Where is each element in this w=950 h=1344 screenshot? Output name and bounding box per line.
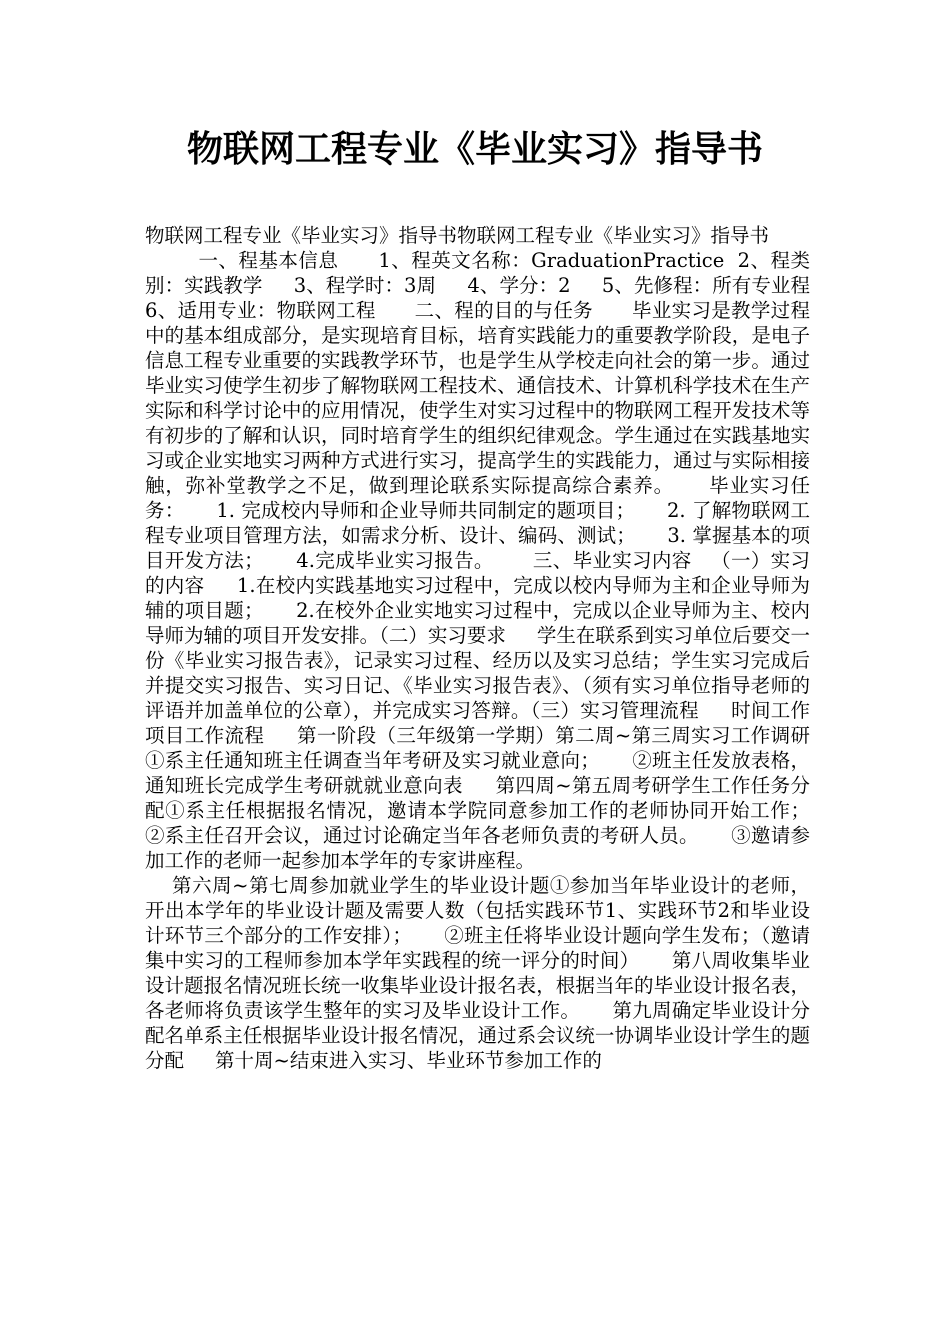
document-title: 物联网工程专业《毕业实习》指导书 bbox=[186, 129, 763, 170]
body-paragraph-subtitle: 物联网工程专业《毕业实习》指导书物联网工程专业《毕业实习》指导书 bbox=[145, 224, 770, 247]
body-paragraph-main: 一、程基本信息 1、程英文名称：GraduationPractice 2、程类别：实践教学 3、程学时：3周 4、学分：2 5、先修程：所有专业程 6、适用专业：物联网工程 二、程的目的与任务 毕业实习是教学过程中的基本组成部分，是实现培育目标，培育实践能力的重要教学阶段，是电子信息工程专业重要的实践教学环节，也是学生从学校走向社会的第一步。通过毕业实习使学生初步了解物联网工程技术、通信技术、计算机科学技术在生产实际和科学讨论中的应用情况，使学生对实习过程中的物联网工程开发技术等有初步的了解和认识，同时培育学生的组织纪律观念。学生通过在实践基地实习或企业实地实习两种方式进行实习，提高学生的实践能力，通过与实际相接触，弥补堂教学之不足，做到理论联系实际提高综合素养。 毕业实习任务： 1. 完成校内导师和企业导师共同制定的题项目； 2. 了解物联网工程专业项目管理方法，如需求分析、设计、编码、测试； 3. 掌握基本的项目开发方法； 4.完成毕业实习报告。 三、毕业实习内容 （一）实习的内容 1.在校内实践基地实习过程中，完成以校内导师为主和企业导师为辅的项目题； 2.在校外企业实地实习过程中，完成以企业导师为主、校内导师为辅的项目开发安排。（二）实习要求 学生在联系到实习单位后要交一份《毕业实习报告表》，记录实习过程、经历以及实习总结；学生实习完成后并提交实习报告、实习日记、《毕业实习报告表》、（须有实习单位指导老师的评语并加盖单位的公章），并完成实习答辩。（三）实习管理流程 时间工作项目工作流程 第一阶段（三年级第一学期）第二周~第三周实习工作调研①系主任通知班主任调查当年考研及实习就业意向； ②班主任发放表格，通知班长完成学生考研就就业意向表 第四周~第五周考研学生工作任务分配①系主任根据报名情况，邀请本学院同意参加工作的老师协同开始工作； ②系主任召开会议，通过讨论确定当年各老师负责的考研人员。 ③邀请参加工作的老师一起参加本学年的专家讲座程。 bbox=[145, 249, 841, 872]
document-body bbox=[145, 223, 841, 1073]
body-paragraph-continued: 第六周~第七周参加就业学生的毕业设计题①参加当年毕业设计的老师，开出本学年的毕业设计题及需要人数（包括实践环节1、实践环节2和毕业设计环节三个部分的工作安排）； ②班主任将毕业设计题向学生发布；（邀请集中实习的工程师参加本学年实践程的统一评分的时间） 第八周收集毕业设计题报名情况班长统一收集毕业设计报名表，根据当年的毕业设计报名表，各老师将负责该学生整年的实习及毕业设计工作。 第九周确定毕业设计分配名单系主任根据毕业设计报名情况，通过系会议统一协调毕业设计学生的题分配 第十周~结束进入实习、毕业环节参加工作的 bbox=[145, 874, 811, 1072]
